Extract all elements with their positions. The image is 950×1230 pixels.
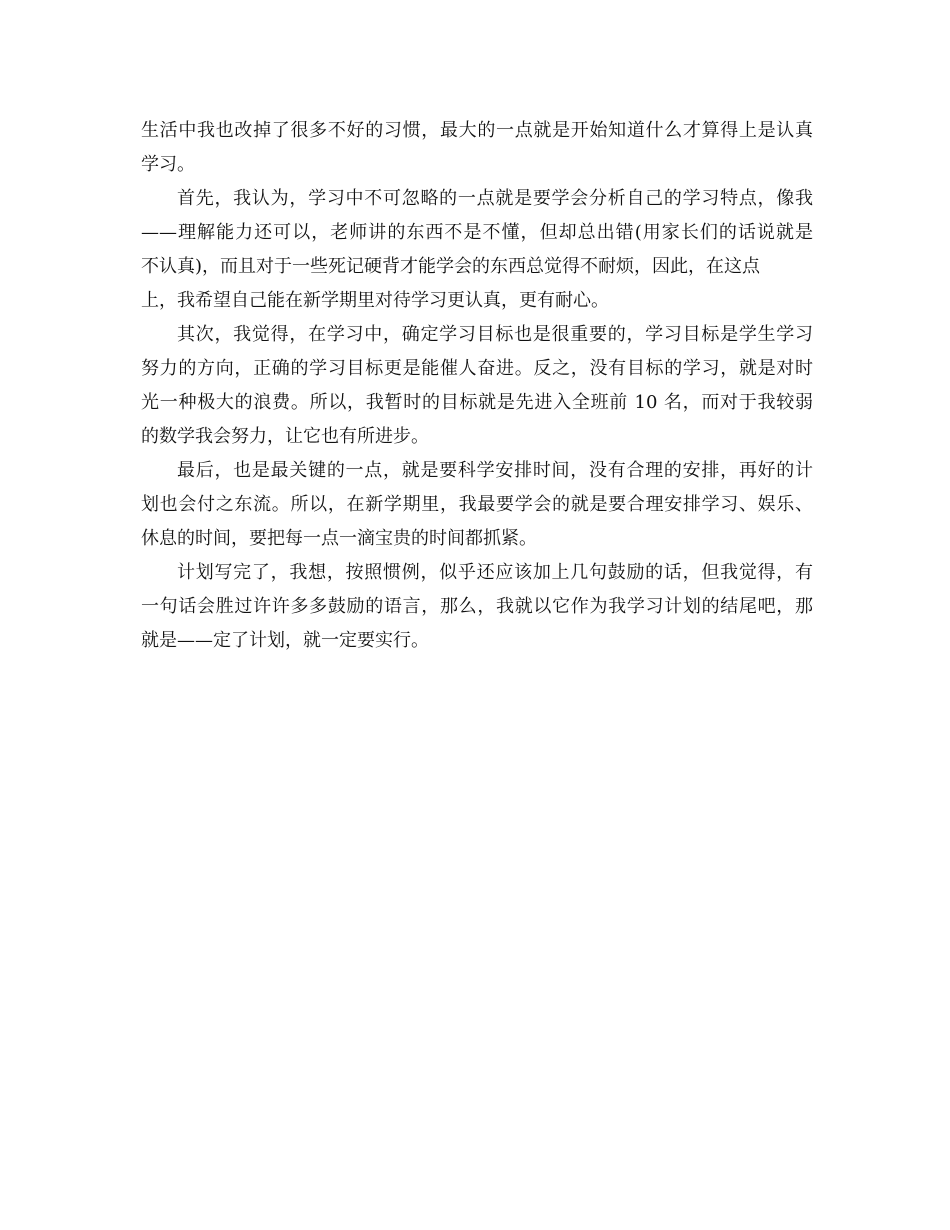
text-line: ——理解能力还可以，老师讲的东西不是不懂，但却总出错(用家长们的话说就是 <box>141 222 813 243</box>
text-line: 就是——定了计划，就一定要实行。 <box>141 630 429 651</box>
text-line: 的数学我会努力，让它也有所进步。 <box>141 426 429 447</box>
paragraph-first-line: 其次，我觉得，在学习中，确定学习目标也是很重要的，学习目标是学生学习 <box>177 324 813 345</box>
text-line: 划也会付之东流。所以，在新学期里，我最要学会的就是要合理安排学习、娱乐、 <box>141 494 813 515</box>
paragraph-first-line: 计划写完了，我想，按照惯例，似乎还应该加上几句鼓励的话，但我觉得，有 <box>177 562 813 583</box>
text-line: 光一种极大的浪费。所以，我暂时的目标就是先进入全班前 10 名，而对于我较弱 <box>141 392 813 413</box>
text-line: 学习。 <box>141 154 195 175</box>
text-line: 不认真)，而且对于一些死记硬背才能学会的东西总觉得不耐烦，因此，在这点 <box>141 256 761 277</box>
paragraph-first-line: 最后，也是最关键的一点，就是要科学安排时间，没有合理的安排，再好的计 <box>177 460 813 481</box>
text-line: 一句话会胜过许许多多鼓励的语言，那么，我就以它作为我学习计划的结尾吧，那 <box>141 596 813 617</box>
text-line: 上，我希望自己能在新学期里对待学习更认真，更有耐心。 <box>141 290 609 311</box>
paragraph-first-line: 首先，我认为，学习中不可忽略的一点就是要学会分析自己的学习特点，像我 <box>177 188 813 209</box>
text-line: 休息的时间，要把每一点一滴宝贵的时间都抓紧。 <box>141 528 537 549</box>
text-line: 努力的方向，正确的学习目标更是能催人奋进。反之，没有目标的学习，就是对时 <box>141 358 813 379</box>
text-line: 生活中我也改掉了很多不好的习惯，最大的一点就是开始知道什么才算得上是认真 <box>141 120 813 141</box>
document-body <box>141 114 813 658</box>
